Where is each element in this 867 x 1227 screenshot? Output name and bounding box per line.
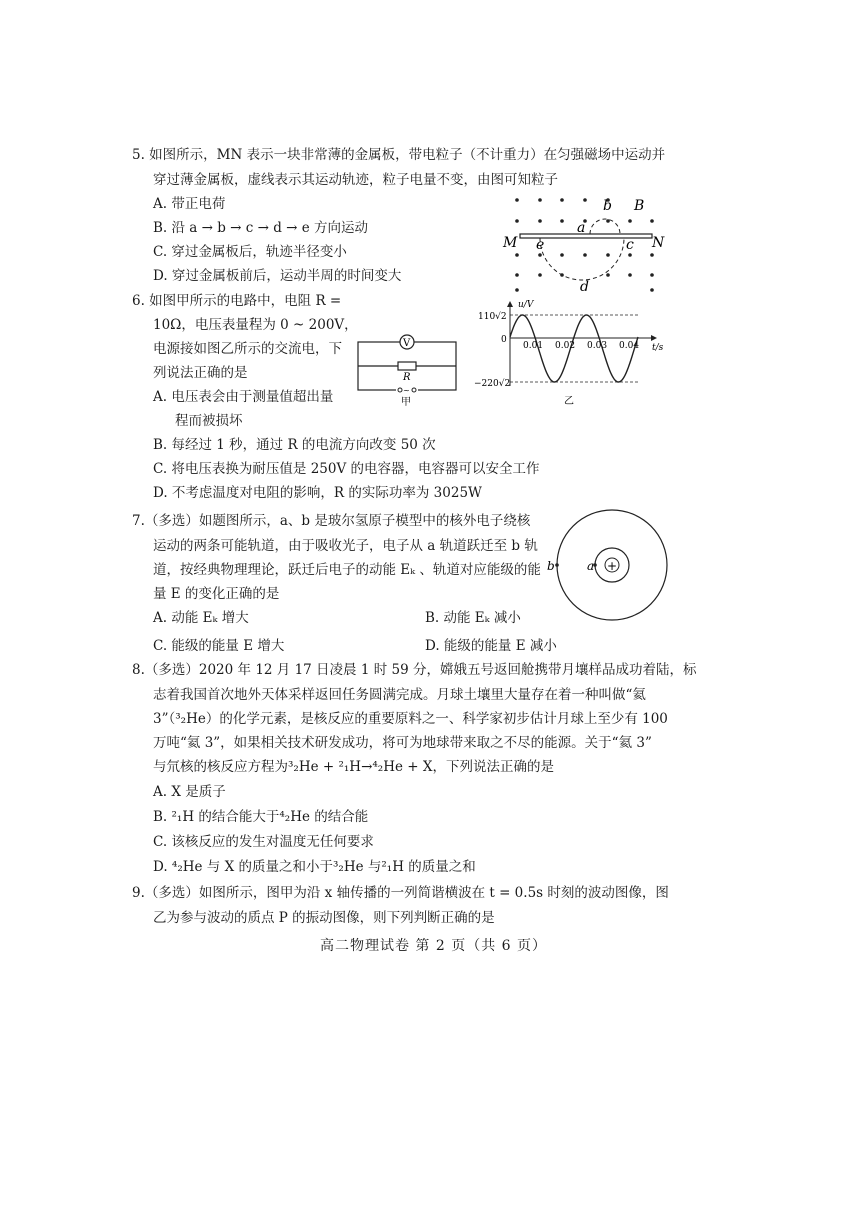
q7-option-b: B. 动能 Eₖ 减小 bbox=[425, 610, 521, 626]
graph-ylabel: u/V bbox=[518, 300, 534, 310]
q5-magnetic-field-figure bbox=[500, 190, 670, 295]
q6-line-4: 列说法正确的是 bbox=[153, 365, 248, 381]
nucleus-sign: + bbox=[607, 559, 618, 573]
q6-line-2: 10Ω，电压表量程为 0 ~ 200V， bbox=[153, 317, 358, 333]
q7-line-2: 运动的两条可能轨道，由于吸收光子，电子从 a 轨道跃迁至 b 轨 bbox=[153, 538, 538, 554]
q7-option-c: C. 能级的能量 E 增大 bbox=[153, 638, 285, 654]
q7-option-d: D. 能级的能量 E 减小 bbox=[425, 638, 557, 654]
graph-ybottom: −220√2 bbox=[474, 379, 511, 389]
q8-line-2: 志着我国首次地外天体采样返回任务圆满完成。月球土壤里大量存在着一种叫做“氦 bbox=[153, 687, 646, 703]
q6-line-3: 电源接如图乙所示的交流电，下 bbox=[153, 341, 342, 357]
q9-line-1: 9.（多选）如图所示，图甲为沿 x 轴传播的一列简谐横波在 t = 0.5s 时刻的波动图像，图 bbox=[132, 885, 669, 901]
tick-003: 0.03 bbox=[587, 341, 608, 351]
q6-circuit-figure bbox=[350, 328, 465, 408]
q5-option-c: C. 穿过金属板后，轨迹半径变小 bbox=[153, 244, 347, 260]
q5-line-1: 5. 如图所示，MN 表示一块非常薄的金属板，带电粒子（不计重力）在匀强磁场中运动并 bbox=[132, 147, 666, 163]
q5-option-d: D. 穿过金属板前后，运动半周的时间变大 bbox=[153, 268, 402, 284]
q9-line-2: 乙为参与波动的质点 P 的振动图像，则下列判断正确的是 bbox=[153, 910, 495, 926]
q8-line-4: 万吨“氦 3”，如果相关技术研发成功，将可为地球带来取之不尽的能源。关于“氦 3” bbox=[153, 735, 652, 751]
graph-ytop: 110√2 bbox=[478, 312, 507, 322]
label-d: d bbox=[580, 279, 589, 295]
q6-option-a-2: 程而被损坏 bbox=[175, 413, 243, 429]
q7-bohr-model-figure bbox=[545, 508, 670, 626]
circuit-caption: 甲 bbox=[401, 397, 411, 408]
q7-option-a: A. 动能 Eₖ 增大 bbox=[153, 610, 249, 626]
label-a: a bbox=[587, 559, 595, 573]
graph-xlabel: t/s bbox=[652, 343, 664, 353]
label-B: B bbox=[634, 198, 645, 214]
q8-option-a: A. X 是质子 bbox=[153, 784, 226, 800]
label-b: b bbox=[603, 198, 612, 214]
q5-line-2: 穿过薄金属板，虚线表示其运动轨迹，粒子电量不变，由图可知粒子 bbox=[153, 172, 558, 188]
q6-option-a-1: A. 电压表会由于测量值超出量 bbox=[153, 389, 334, 405]
trajectory-lower bbox=[540, 238, 624, 280]
label-N: N bbox=[652, 235, 665, 251]
resistor-label: R bbox=[403, 372, 411, 383]
resistor-icon bbox=[398, 362, 416, 370]
label-a: a bbox=[577, 220, 586, 236]
label-M: M bbox=[503, 235, 518, 251]
q8-line-3: 3”（³₂He）的化学元素，是核反应的重要原料之一、科学家初步估计月球上至少有 100 bbox=[153, 711, 668, 727]
tick-004: 0.04 bbox=[619, 341, 640, 351]
q5-option-a: A. 带正电荷 bbox=[153, 196, 226, 212]
q6-option-b: B. 每经过 1 秒，通过 R 的电流方向改变 50 次 bbox=[153, 437, 436, 453]
q8-line-1: 8.（多选）2020 年 12 月 17 日凌晨 1 时 59 分，嫦娥五号返回舱携带月壤样品成功着陆，标 bbox=[132, 662, 697, 678]
q8-line-5: 与氘核的核反应方程为³₂He + ²₁H→⁴₂He + X，下列说法正确的是 bbox=[153, 759, 554, 775]
label-b: b bbox=[547, 559, 555, 573]
tick-001: 0.01 bbox=[523, 341, 544, 351]
trajectory-upper bbox=[590, 219, 620, 234]
label-c: c bbox=[626, 237, 634, 253]
q8-option-b: B. ²₁H 的结合能大于⁴₂He 的结合能 bbox=[153, 809, 369, 825]
label-e: e bbox=[536, 237, 545, 253]
ac-source-icon: ~ bbox=[403, 386, 410, 395]
q8-option-d: D. ⁴₂He 与 X 的质量之和小于³₂He 与²₁H 的质量之和 bbox=[153, 859, 476, 875]
q6-voltage-graph bbox=[468, 298, 668, 410]
graph-caption: 乙 bbox=[564, 396, 574, 407]
q7-line-4: 量 E 的变化正确的是 bbox=[153, 586, 280, 602]
page-footer: 高二物理试卷 第 2 页（共 6 页） bbox=[319, 938, 548, 954]
q8-option-c: C. 该核反应的发生对温度无任何要求 bbox=[153, 834, 374, 850]
q6-option-c: C. 将电压表换为耐压值是 250V 的电容器，电容器可以安全工作 bbox=[153, 461, 540, 477]
q7-line-3: 道，按经典物理理论，跃迁后电子的动能 Eₖ 、轨道对应能级的能 bbox=[153, 562, 541, 578]
voltmeter-label: V bbox=[403, 338, 411, 349]
graph-zero: 0 bbox=[501, 335, 507, 345]
q6-line-1: 6. 如图甲所示的电路中，电阻 R = bbox=[132, 293, 342, 309]
q7-line-1: 7.（多选）如题图所示，a、b 是玻尔氢原子模型中的核外电子绕核 bbox=[132, 513, 531, 529]
tick-002: 0.02 bbox=[555, 341, 576, 351]
q5-option-b: B. 沿 a → b → c → d → e 方向运动 bbox=[153, 220, 369, 236]
q6-option-d: D. 不考虑温度对电阻的影响，R 的实际功率为 3025W bbox=[153, 485, 482, 501]
